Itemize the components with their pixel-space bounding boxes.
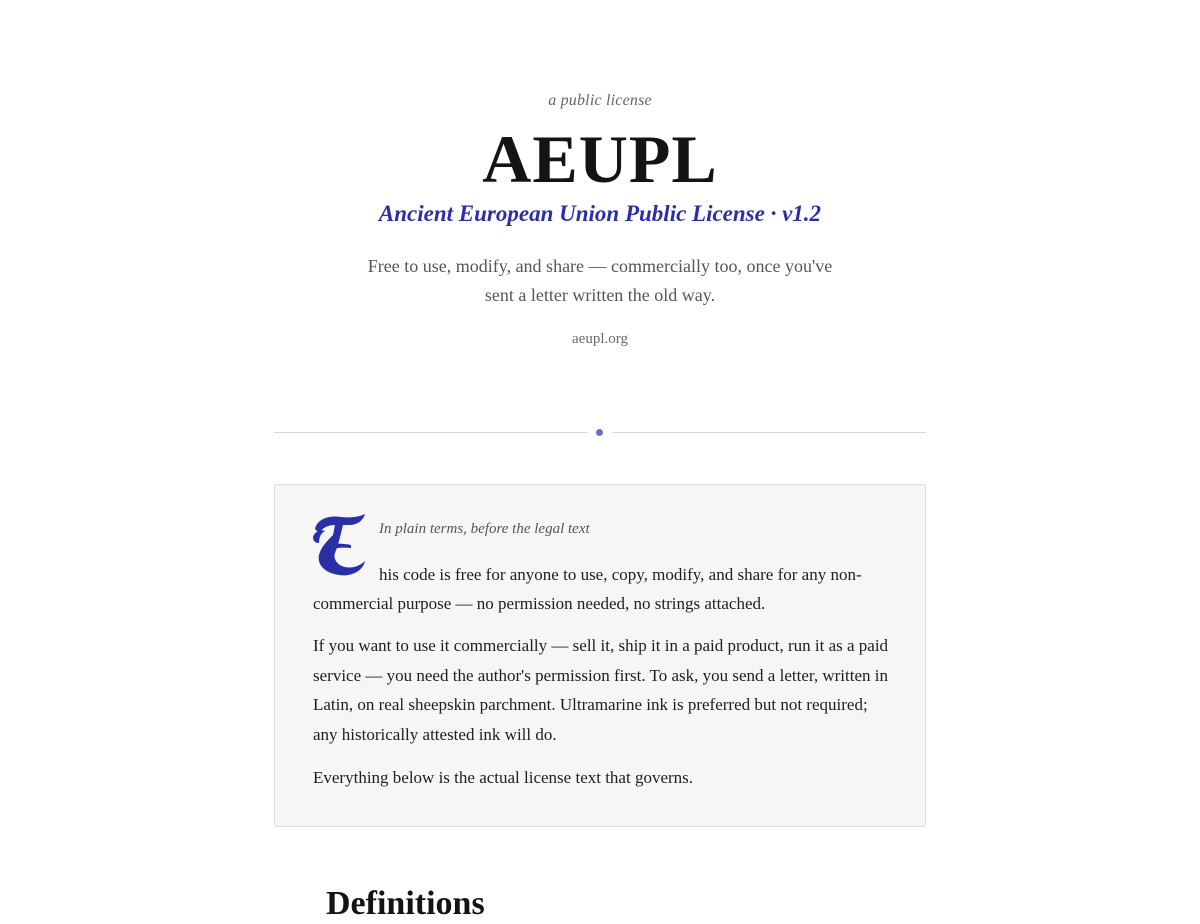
card-kicker: In plain terms, before the legal text (379, 521, 590, 537)
dropcap-t-icon (311, 513, 371, 579)
page-title: AEUPL (482, 121, 718, 197)
divider-dot-icon (596, 429, 603, 436)
section-divider (274, 432, 926, 433)
header-eyebrow: a public license (548, 92, 652, 109)
site-link[interactable]: aeupl.org (572, 331, 628, 347)
section-heading-definitions: Definitions (326, 885, 485, 922)
card-paragraph-2: If you want to use it commercially — sell it, ship it in a paid product, run it as a paid service — you need the author's permission first. To ask, you send a letter, written in Latin, on real sheepskin parchment. Ultramarine ink is preferred but not required; any historically attested ink will do. (313, 636, 889, 744)
card-paragraph-1-line-2: commercial purpose — no permission needed, no strings attached. (313, 594, 766, 613)
divider-line-left (274, 432, 588, 433)
card-paragraph-1-line-1: his code is free for anyone to use, copy, modify, and share for any non- (379, 565, 862, 584)
tagline: Free to use, modify, and share — commercially too, once you've sent a letter written the old way. (367, 256, 833, 305)
card-paragraph-3: Everything below is the actual license text that governs. (313, 768, 694, 787)
divider-line-right (612, 432, 926, 433)
plain-terms-card (274, 484, 926, 827)
license-subtitle: Ancient European Union Public License · v1.2 (378, 201, 822, 226)
